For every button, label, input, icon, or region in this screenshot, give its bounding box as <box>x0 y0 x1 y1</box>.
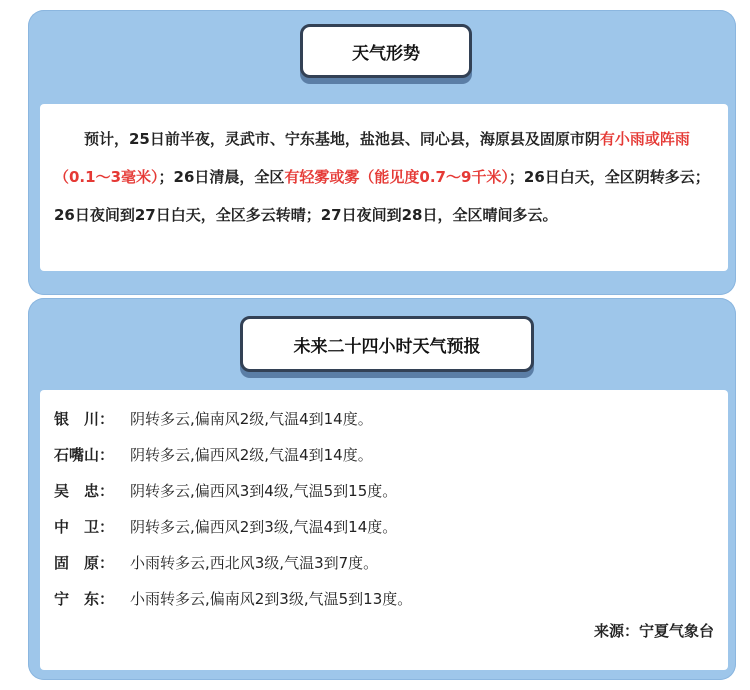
city-label: 宁 东： <box>54 589 115 608</box>
paragraph-part-5: ；26日白天，全区阴转多云；26日夜间到27日白天，全区多云转晴；27日夜间到28日，全区晴间多云。 <box>54 168 710 224</box>
forecast-text: 阴转多云,偏西风2级,气温4到14度。 <box>130 445 373 464</box>
forecast-row-yinchuan <box>54 400 714 436</box>
weather-situation-paragraph <box>54 120 714 234</box>
forecast-row-shizuishan <box>54 436 714 472</box>
forecast-text: 小雨转多云,偏南风2到3级,气温5到13度。 <box>130 589 413 608</box>
forecast-list <box>54 400 714 616</box>
city-label: 吴 忠： <box>54 481 115 500</box>
forecast-text: 阴转多云,偏西风2到3级,气温4到14度。 <box>130 517 398 536</box>
weather-situation-content <box>40 104 728 271</box>
city-label: 中 卫： <box>54 517 115 536</box>
paragraph-highlight-fog: 有轻雾或雾（能见度0.7～9千米） <box>284 168 509 186</box>
city-label: 银 川： <box>54 409 115 428</box>
forecast-row-wuzhong <box>54 472 714 508</box>
forecast-text: 小雨转多云,西北风3级,气温3到7度。 <box>130 553 379 572</box>
source-attribution: 来源：宁夏气象台 <box>593 622 714 640</box>
paragraph-part-1: 预计，25日前半夜，灵武市、宁东基地，盐池县、同心县，海原县及固原市阴 <box>84 130 600 148</box>
city-label: 固 原： <box>54 553 115 572</box>
forecast-title: 未来二十四小时天气预报 <box>240 316 534 372</box>
paragraph-part-3: ；26日清晨，全区 <box>158 168 285 186</box>
forecast-content <box>40 390 728 670</box>
forecast-text: 阴转多云,偏南风2级,气温4到14度。 <box>130 409 373 428</box>
forecast-row-zhongwei <box>54 508 714 544</box>
city-label: 石嘴山： <box>54 445 115 464</box>
forecast-row-ningdong <box>54 580 714 616</box>
forecast-row-guyuan <box>54 544 714 580</box>
weather-situation-title: 天气形势 <box>300 24 472 78</box>
paragraph-highlight-rain: 有小雨或阵雨（0.1～3毫米） <box>54 130 690 186</box>
forecast-text: 阴转多云,偏西风3到4级,气温5到15度。 <box>130 481 398 500</box>
